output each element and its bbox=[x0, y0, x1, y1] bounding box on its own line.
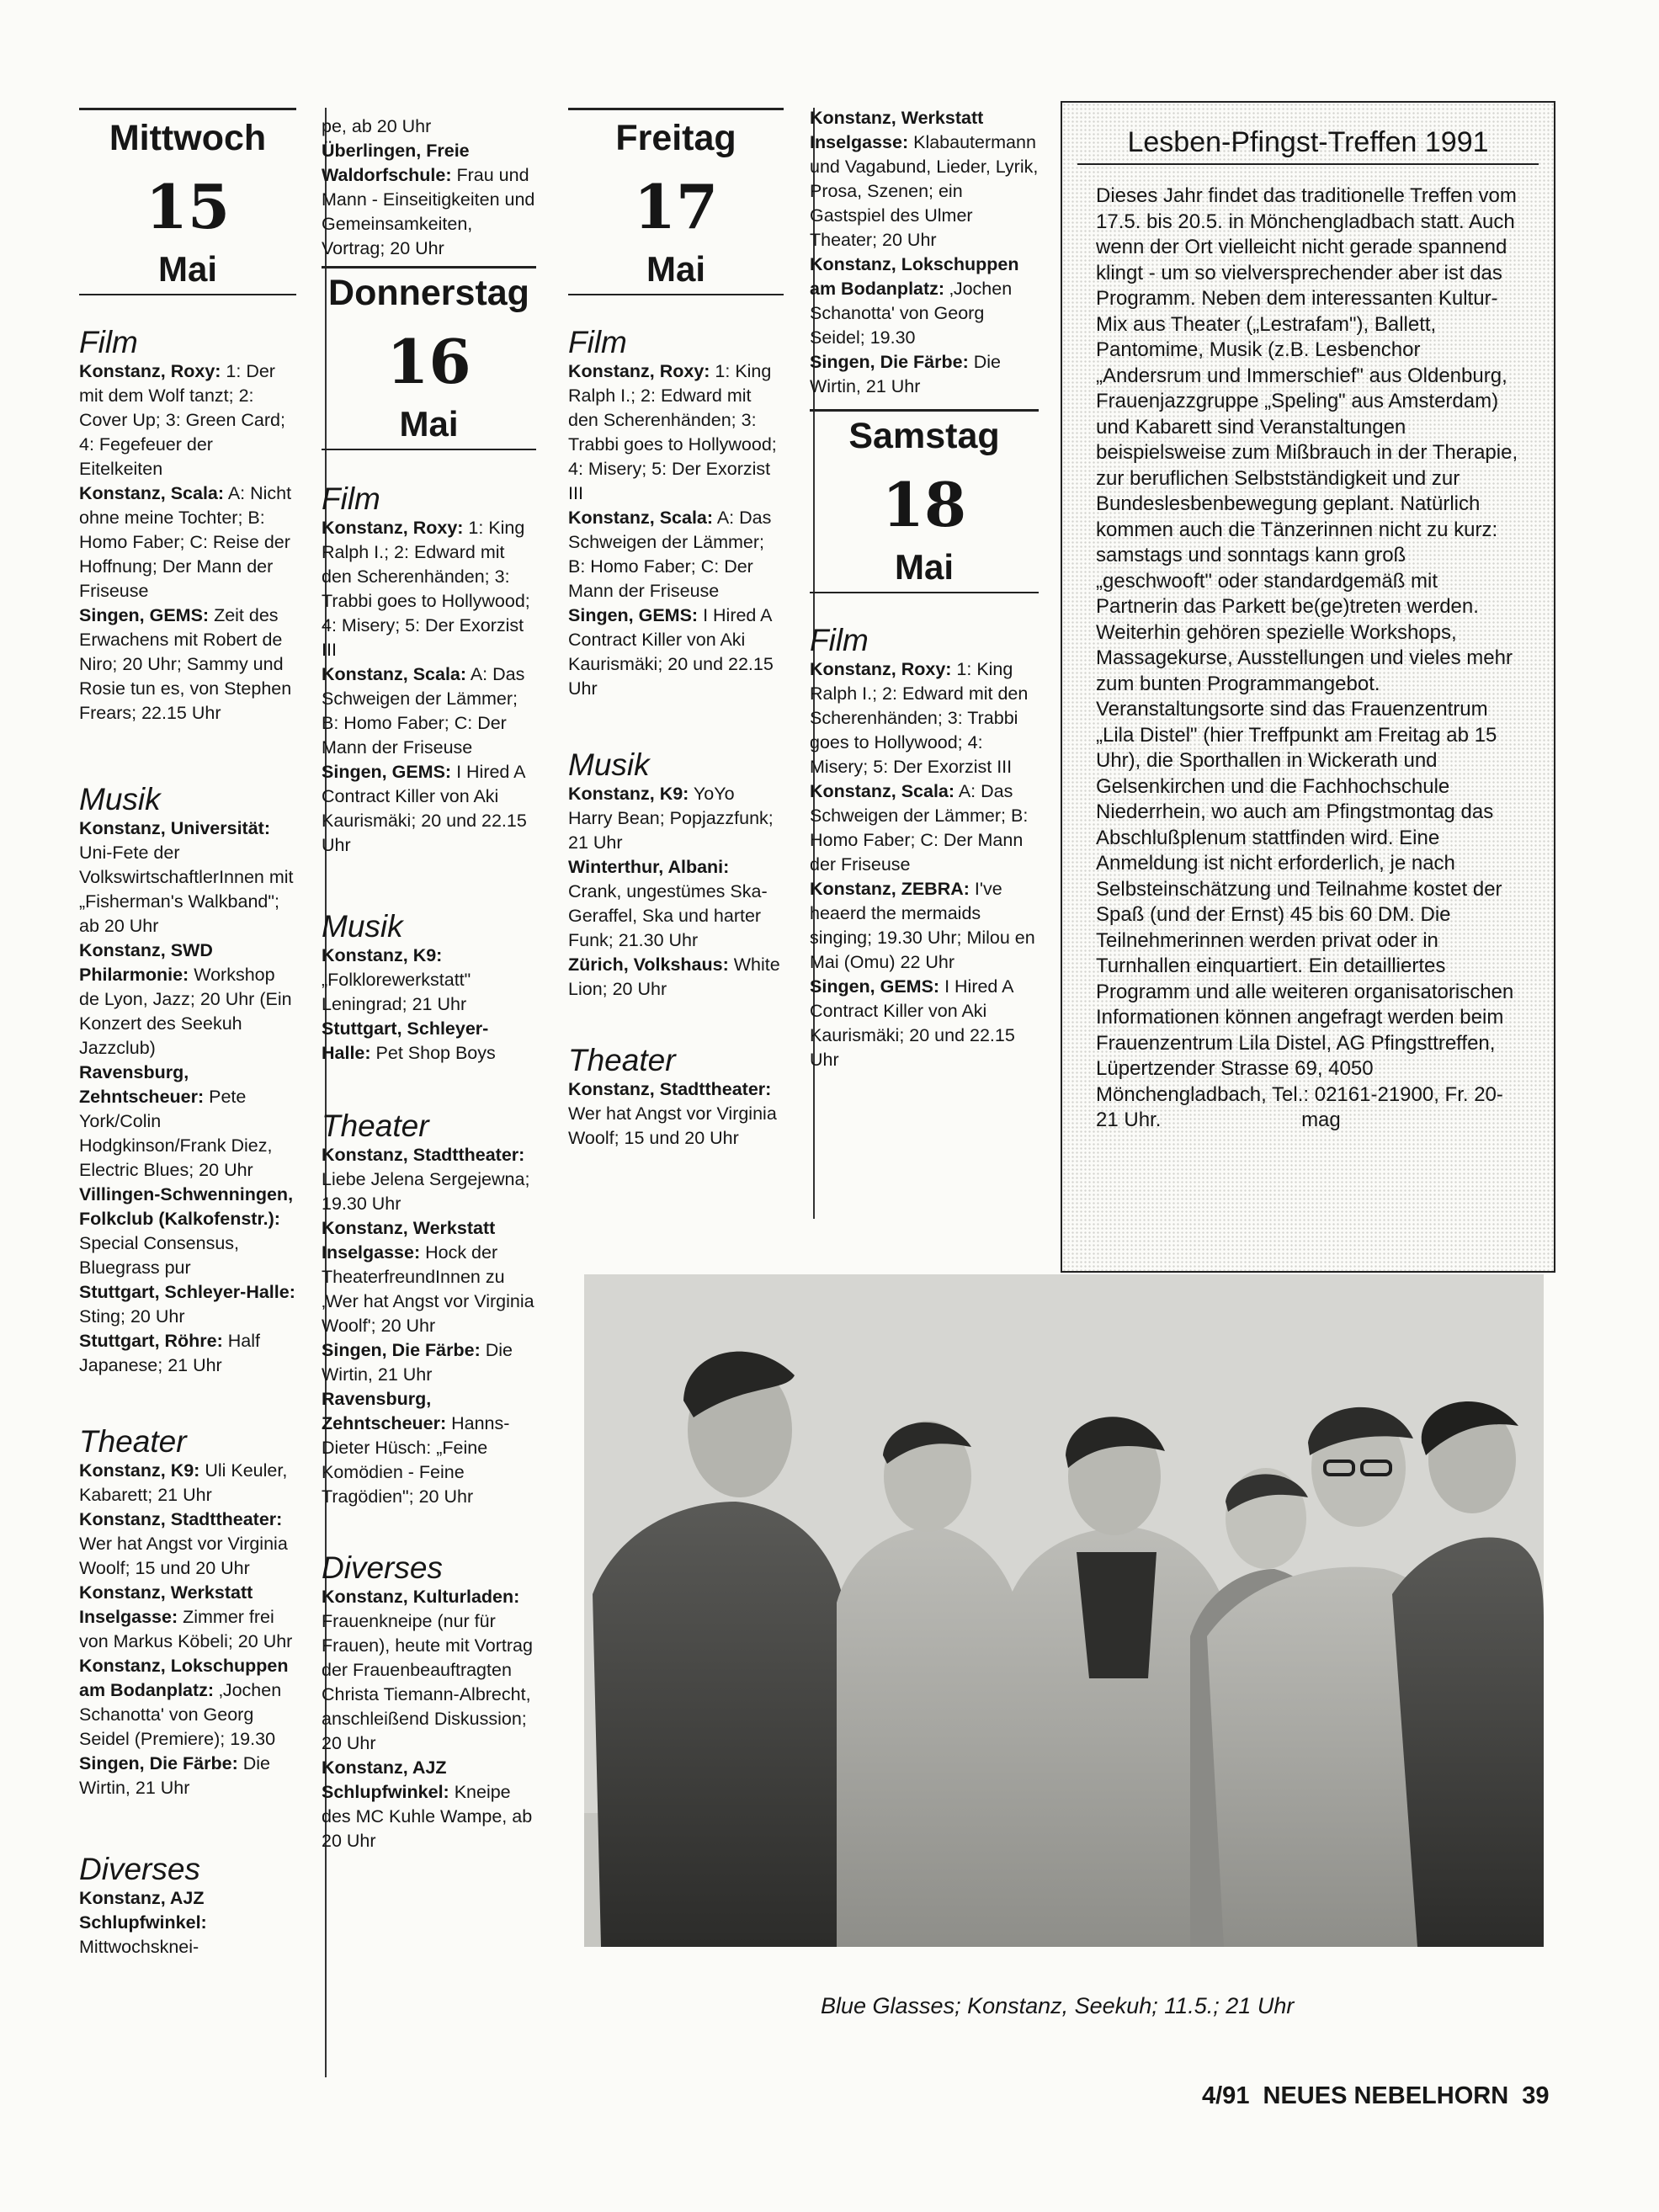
event-details: 1: King Ralph I.; 2: Edward mit den Scherenhänden; 3: Trabbi goes to Hollywood; 4: Misery; 5: Der Exorzist III bbox=[322, 518, 530, 660]
section-heading-theater: Theater bbox=[568, 1043, 676, 1077]
event-venue: Ravensburg, Zehntscheuer: bbox=[79, 1062, 205, 1107]
event-venue: Konstanz, Roxy: bbox=[79, 361, 221, 381]
event-list-film bbox=[322, 516, 536, 858]
event-list-musik bbox=[568, 782, 784, 1002]
event-entry bbox=[810, 877, 1039, 975]
magazine-name: NEUES NEBELHORN bbox=[1263, 2082, 1509, 2109]
event-entry bbox=[568, 506, 784, 604]
event-details: Frau und Mann - Einseitigkeiten und Gemeinsamkeiten, Vortrag; 20 Uhr bbox=[322, 165, 535, 258]
column-friday bbox=[568, 108, 784, 1151]
event-details: Wer hat Angst vor Virginia Woolf; 15 und 20 Uhr bbox=[79, 1534, 288, 1578]
section-heading-film: Film bbox=[322, 481, 380, 516]
info-box-lesben-pfingst-treffen bbox=[1061, 101, 1555, 1273]
event-entry bbox=[79, 1280, 296, 1329]
event-entry bbox=[322, 1756, 536, 1853]
event-details: Hanns-Dieter Hüsch: „Feine Komödien - Feine Tragödien"; 20 Uhr bbox=[322, 1413, 510, 1507]
event-details: 1: King Ralph I.; 2: Edward mit den Scherenhänden; 3: Trabbi goes to Hollywood; 4: Misery; 5: Der Exorzist III bbox=[568, 361, 777, 503]
event-entry bbox=[810, 253, 1039, 350]
event-list-theater bbox=[322, 1143, 536, 1509]
event-venue: Konstanz, K9: bbox=[79, 1460, 200, 1481]
photo-caption: Blue Glasses; Konstanz, Seekuh; 11.5.; 21 Uhr bbox=[821, 1993, 1295, 2018]
event-details: Frauenkneipe (nur für Frauen), heute mit Vortrag der Frauenbeauftragten Christa Tiemann-Albrecht, anschleißend Diskussion; 20 Uhr bbox=[322, 1611, 533, 1753]
event-entry bbox=[79, 1061, 296, 1183]
section-heading-musik: Musik bbox=[79, 782, 161, 816]
day-header-thursday bbox=[322, 266, 536, 450]
event-venue: Konstanz, Lokschuppen am Bodanplatz: bbox=[79, 1656, 289, 1700]
event-venue: Konstanz, Scala: bbox=[79, 483, 225, 503]
event-entry bbox=[79, 1581, 296, 1654]
event-entry bbox=[810, 779, 1039, 877]
event-entry bbox=[79, 1507, 296, 1581]
event-details: Zeit des Erwachens mit Robert de Niro; 20 Uhr; Sammy und Rosie tun es, von Stephen Frears; 22.15 Uhr bbox=[79, 605, 292, 723]
event-list-continued bbox=[810, 106, 1039, 399]
event-details: Hock der TheaterfreundInnen zu ‚Wer hat Angst vor Virginia Woolf'; 20 Uhr bbox=[322, 1242, 534, 1336]
day-header-saturday bbox=[810, 409, 1039, 593]
event-details: A: Das Schweigen der Lämmer; B: Homo Faber; C: Der Mann der Friseuse bbox=[810, 781, 1029, 875]
section-heading-musik: Musik bbox=[568, 747, 650, 782]
event-entry bbox=[79, 1329, 296, 1378]
event-entry bbox=[79, 939, 296, 1061]
event-details: I've heaerd the mermaids singing; 19.30 Uhr; Milou en Mai (Omu) 22 Uhr bbox=[810, 879, 1035, 972]
event-entry bbox=[322, 1017, 536, 1066]
event-venue: Überlingen, Freie Waldorfschule: bbox=[322, 141, 470, 185]
event-entry bbox=[322, 944, 536, 1017]
event-entry bbox=[79, 1654, 296, 1752]
event-entry bbox=[810, 350, 1039, 399]
info-box-text: Dieses Jahr findet das traditionelle Treffen vom 17.5. bis 20.5. in Mönchengladbach statt. Auch wenn der Ort vielleicht nicht gerade spannend klingt - um so vielversprechender aber ist das Programm. Neben dem interessanten Kultur-Mix aus Theater („Lestrafam"), Ballett, Pantomime, Musik (z.B. Lesbenchor „Andersrum und Immerschief" aus Oldenburg, Frauenjazzgruppe „Speling" aus Amsterdam) und Kabarett sind Veranstaltungen beispielsweise zum Mißbrauch in der Therapie, zur beruflichen Selbstständigkeit und zur Bundeslesbenbewegung geplant. Natürlich kommen auch die Tänzerinnen nicht zu kurz: samstags und sonntags kann groß „geschwooft" oder standardgemäß mit Partnerin das Parkett be(ge)treten werden. Weiterhin gehören spezielle Workshops, Massagekurse, Ausstellungen und vieles mehr zum bunten Programmangebot. Veranstaltungsorte sind das Frauenzentrum „Lila Distel" (hier Treffpunkt am Freitag ab 15 Uhr), die Sporthallen in Wickerath und Gelsenkirchen und die Fachhochschule Niederrhein, wo auch am Pfingstmontag das Abschlußplenum stattfinden wird. Eine Anmeldung ist nicht erforderlich, je nach Selbsteinschätzung und Teilnahme kostet der Spaß (und der Ernst) 45 bis 60 DM. Die Teilnehmerinnen werden privat oder in Turnhallen einquartiert. Ein detailliertes Programm und alle weiteren organisatorischen Informationen können angefragt werden beim Frauenzentrum Lila Distel, AG Pfingsttreffen, Lüpertzender Strasse 69, 4050 Mönchengladbach, Tel.: 02161-21900, Fr. 20-21 Uhr. bbox=[1096, 184, 1518, 1131]
event-venue: Konstanz, Stadttheater: bbox=[79, 1509, 283, 1529]
event-details: Uni-Fete der VolkswirtschaftlerInnen mit „Fisherman's Walkband"; ab 20 Uhr bbox=[79, 843, 294, 936]
event-venue: Konstanz, K9: bbox=[322, 945, 443, 965]
event-list-continued bbox=[322, 114, 536, 261]
event-details: Kneipe des MC Kuhle Wampe, ab 20 Uhr bbox=[322, 1782, 533, 1851]
day-number: 15 bbox=[145, 171, 231, 242]
event-details: Die Wirtin, 21 Uhr bbox=[810, 352, 1001, 396]
event-venue: Konstanz, Roxy: bbox=[568, 361, 710, 381]
author-initials: mag bbox=[1301, 1109, 1341, 1131]
event-venue: Villingen-Schwenningen, Folkclub (Kalkofenstr.): bbox=[79, 1184, 294, 1229]
event-entry bbox=[568, 953, 784, 1002]
column-thursday bbox=[322, 114, 536, 1853]
event-venue: Singen, GEMS: bbox=[79, 605, 210, 625]
issue-number: 4/91 bbox=[1202, 2082, 1250, 2109]
event-entry bbox=[79, 359, 296, 481]
event-venue: Stuttgart, Röhre: bbox=[79, 1331, 223, 1351]
event-venue: Konstanz, Universität: bbox=[79, 818, 270, 838]
event-details: ‚Jochen Schanotta' von Georg Seidel; 19.30 bbox=[810, 279, 1013, 348]
day-name: Freitag bbox=[615, 118, 736, 158]
event-entry bbox=[568, 1077, 784, 1151]
event-entry bbox=[322, 139, 536, 261]
event-venue: Singen, GEMS: bbox=[568, 605, 699, 625]
event-venue: Konstanz, Stadttheater: bbox=[568, 1079, 772, 1099]
day-name: Donnerstag bbox=[328, 273, 529, 313]
event-details: A: Nicht ohne meine Tochter; B: Homo Faber; C: Reise der Hoffnung; Der Mann der Friseuse bbox=[79, 483, 292, 601]
event-entry bbox=[79, 1459, 296, 1507]
event-details: pe, ab 20 Uhr bbox=[322, 116, 432, 136]
day-name: Samstag bbox=[848, 416, 1000, 456]
event-venue: Konstanz, ZEBRA: bbox=[810, 879, 970, 899]
event-details: Klabautermann und Vagabund, Lieder, Lyrik, Prosa, Szenen; ein Gastspiel des Ulmer Theater; 20 Uhr bbox=[810, 132, 1039, 250]
band-photo-illustration bbox=[584, 1274, 1544, 1947]
event-entry bbox=[79, 481, 296, 604]
event-details: 1: King Ralph I.; 2: Edward mit den Scherenhänden; 3: Trabbi goes to Hollywood; 4: Misery; 5: Der Exorzist III bbox=[810, 659, 1029, 777]
event-entry bbox=[322, 1387, 536, 1509]
section-heading-diverses: Diverses bbox=[79, 1852, 200, 1886]
info-box-title: Lesben-Pfingst-Treffen 1991 bbox=[1077, 123, 1539, 165]
event-entry bbox=[810, 106, 1039, 253]
event-details: Sting; 20 Uhr bbox=[79, 1306, 185, 1327]
event-venue: Zürich, Volkshaus: bbox=[568, 954, 729, 975]
event-entry bbox=[322, 516, 536, 662]
event-details: Crank, ungestümes Ska-Geraffel, Ska und harter Funk; 21.30 Uhr bbox=[568, 881, 768, 950]
event-venue: Ravensburg, Zehntscheuer: bbox=[322, 1389, 447, 1433]
event-details: A: Das Schweigen der Lämmer; B: Homo Faber; C: Der Mann der Friseuse bbox=[568, 508, 772, 601]
day-month: Mai bbox=[894, 547, 954, 587]
event-details: „Folklorewerkstatt" Leningrad; 21 Uhr bbox=[322, 970, 471, 1014]
event-entry bbox=[568, 855, 784, 953]
event-details: Pete York/Colin Hodgkinson/Frank Diez, Electric Blues; 20 Uhr bbox=[79, 1087, 273, 1180]
event-details: Special Consensus, Bluegrass pur bbox=[79, 1233, 240, 1278]
section-heading-theater: Theater bbox=[322, 1109, 429, 1143]
event-list-musik bbox=[322, 944, 536, 1066]
event-venue: Konstanz, Werkstatt Inselgasse: bbox=[810, 108, 984, 152]
day-header-wednesday bbox=[79, 108, 296, 295]
event-list-theater bbox=[568, 1077, 784, 1151]
event-list-diverses bbox=[322, 1585, 536, 1853]
event-venue: Konstanz, AJZ Schlupfwinkel: bbox=[79, 1888, 207, 1933]
event-venue: Singen, GEMS: bbox=[810, 976, 940, 997]
band-photo bbox=[584, 1274, 1544, 1947]
event-venue: Konstanz, Scala: bbox=[810, 781, 955, 801]
day-month: Mai bbox=[157, 249, 217, 289]
event-venue: Konstanz, AJZ Schlupfwinkel: bbox=[322, 1757, 449, 1802]
event-entry bbox=[79, 816, 296, 939]
event-details: I Hired A Contract Killer von Aki Kaurismäki; 20 und 22.15 Uhr bbox=[568, 605, 774, 699]
event-venue: Konstanz, Roxy: bbox=[322, 518, 464, 538]
event-entry bbox=[810, 975, 1039, 1072]
event-details: Liebe Jelena Sergejewna; 19.30 Uhr bbox=[322, 1169, 530, 1214]
event-details: White Lion; 20 Uhr bbox=[568, 954, 780, 999]
event-details: Wer hat Angst vor Virginia Woolf; 15 und 20 Uhr bbox=[568, 1103, 777, 1148]
section-heading-film: Film bbox=[568, 325, 627, 359]
event-list-film bbox=[568, 359, 784, 701]
column-wednesday bbox=[79, 108, 296, 1959]
day-month: Mai bbox=[399, 404, 459, 444]
event-details: Uli Keuler, Kabarett; 21 Uhr bbox=[79, 1460, 288, 1505]
event-entry bbox=[322, 1585, 536, 1756]
event-entry bbox=[322, 760, 536, 858]
event-venue: Konstanz, K9: bbox=[568, 784, 689, 804]
event-list-theater bbox=[79, 1459, 296, 1800]
event-details: Die Wirtin, 21 Uhr bbox=[79, 1753, 270, 1798]
event-details: Workshop de Lyon, Jazz; 20 Uhr (Ein Konzert des Seekuh Jazzclub) bbox=[79, 965, 292, 1058]
event-details: 1: Der mit dem Wolf tanzt; 2: Cover Up; 3: Green Card; 4: Fegefeuer der Eitelkeiten bbox=[79, 361, 285, 479]
event-entry bbox=[79, 1752, 296, 1800]
page-footer bbox=[1202, 2082, 1572, 2110]
event-details: A: Das Schweigen der Lämmer; B: Homo Faber; C: Der Mann der Friseuse bbox=[322, 664, 525, 758]
page-number: 39 bbox=[1522, 2082, 1550, 2109]
event-list-musik bbox=[79, 816, 296, 1378]
event-details: Zimmer frei von Markus Köbeli; 20 Uhr bbox=[79, 1607, 293, 1651]
event-details: Mittwochsknei- bbox=[79, 1937, 199, 1957]
event-entry bbox=[568, 604, 784, 701]
event-venue: Singen, Die Färbe: bbox=[810, 352, 969, 372]
event-entry bbox=[322, 1338, 536, 1387]
event-venue: Konstanz, Scala: bbox=[322, 664, 467, 684]
event-list-diverses bbox=[79, 1886, 296, 1959]
event-venue: Singen, Die Färbe: bbox=[79, 1753, 238, 1773]
event-entry bbox=[810, 657, 1039, 779]
event-entry bbox=[79, 1183, 296, 1280]
event-venue: Konstanz, Kulturladen: bbox=[322, 1587, 520, 1607]
event-venue: Konstanz, Werkstatt Inselgasse: bbox=[322, 1218, 496, 1263]
section-heading-film: Film bbox=[810, 623, 869, 657]
event-details: ‚Jochen Schanotta' von Georg Seidel (Premiere); 19.30 bbox=[79, 1680, 282, 1749]
event-entry bbox=[322, 1216, 536, 1338]
day-name: Mittwoch bbox=[109, 118, 267, 158]
event-entry bbox=[79, 1886, 296, 1959]
section-heading-musik: Musik bbox=[322, 909, 403, 944]
section-heading-film: Film bbox=[79, 325, 138, 359]
day-number: 17 bbox=[633, 171, 719, 242]
event-venue: Stuttgart, Schleyer-Halle: bbox=[79, 1282, 295, 1302]
day-header-friday bbox=[568, 108, 784, 295]
event-details: Die Wirtin, 21 Uhr bbox=[322, 1340, 513, 1385]
section-heading-diverses: Diverses bbox=[322, 1550, 443, 1585]
event-details: I Hired A Contract Killer von Aki Kaurismäki; 20 und 22.15 Uhr bbox=[322, 762, 527, 855]
event-details: Pet Shop Boys bbox=[370, 1043, 496, 1063]
event-entry bbox=[79, 604, 296, 726]
event-entry bbox=[568, 782, 784, 855]
event-venue: Konstanz, Scala: bbox=[568, 508, 714, 528]
info-box-body bbox=[1096, 183, 1525, 1134]
day-number: 16 bbox=[386, 326, 471, 397]
event-entry bbox=[568, 359, 784, 506]
event-venue: Konstanz, Stadttheater: bbox=[322, 1145, 525, 1165]
event-entry bbox=[322, 662, 536, 760]
event-venue: Konstanz, Roxy: bbox=[810, 659, 952, 679]
event-details: YoYo Harry Bean; Popjazzfunk; 21 Uhr bbox=[568, 784, 774, 853]
event-details: Half Japanese; 21 Uhr bbox=[79, 1331, 261, 1375]
event-venue: Konstanz, Werkstatt Inselgasse: bbox=[79, 1582, 253, 1627]
day-number: 18 bbox=[881, 469, 967, 540]
event-details: I Hired A Contract Killer von Aki Kaurismäki; 20 und 22.15 Uhr bbox=[810, 976, 1015, 1070]
event-list-film bbox=[79, 359, 296, 726]
event-entry bbox=[322, 1143, 536, 1216]
event-venue: Konstanz, Lokschuppen am Bodanplatz: bbox=[810, 254, 1019, 299]
event-venue: Singen, Die Färbe: bbox=[322, 1340, 481, 1360]
event-venue: Singen, GEMS: bbox=[322, 762, 452, 782]
event-venue: Stuttgart, Schleyer-Halle: bbox=[322, 1018, 489, 1063]
event-venue: Konstanz, SWD Philarmonie: bbox=[79, 940, 213, 985]
day-month: Mai bbox=[646, 249, 705, 289]
column-saturday bbox=[810, 106, 1039, 1072]
event-list-film bbox=[810, 657, 1039, 1072]
event-entry bbox=[322, 114, 536, 139]
event-venue: Winterthur, Albani: bbox=[568, 857, 730, 877]
section-heading-theater: Theater bbox=[79, 1424, 187, 1459]
